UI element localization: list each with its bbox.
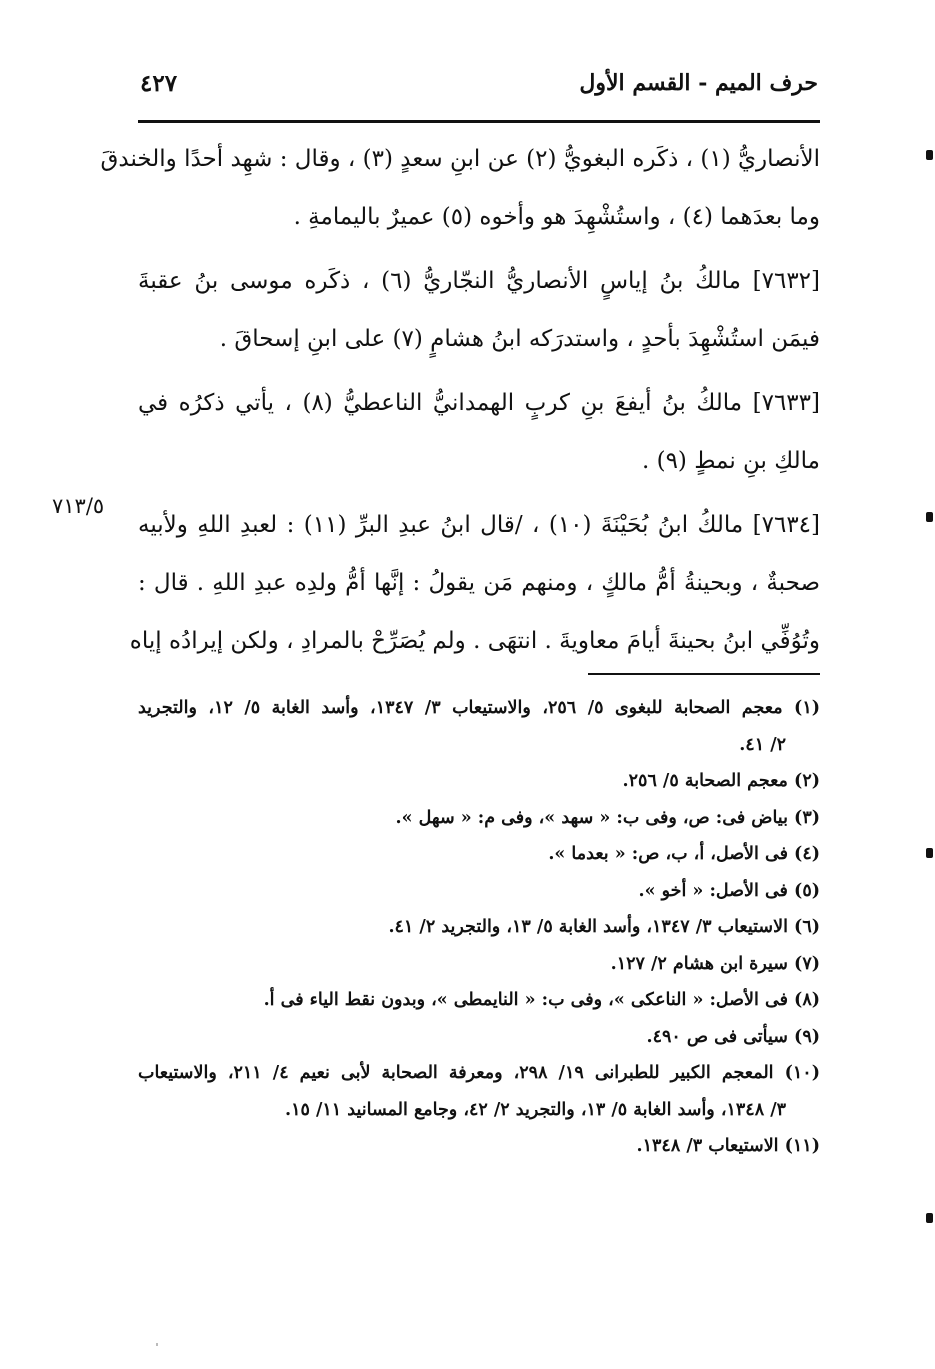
- entry-7632-line: [٧٦٣٢] مالكُ بنُ إياسٍ الأنصاريُّ النجّاريُّ (٦) ، ذكَره موسى بنُ عقبةَ: [138, 268, 821, 294]
- text-line: مالكِ بنِ نمطٍ (٩) .: [641, 448, 820, 474]
- margin-reference: ٧١٣/٥: [52, 494, 105, 518]
- footnote-line: (١٠) المعجم الكبير للطبرانى ١٩/ ٢٩٨، ومعرفة الصحابة لأبى نعيم ٤/ ٢١١، والاستيعاب: [138, 1063, 820, 1083]
- text-line: صحبةٌ ، وبحينةُ أمُّ مالكٍ ، ومنهم مَن يقولُ : إنَّها أمُّ ولدِه عبدِ اللهِ . قال :: [138, 570, 820, 596]
- text-line: وما بعدَهما (٤) ، واستُشْهِدَ هو وأخوه (٥) عميرٌ باليمامةِ .: [293, 204, 820, 230]
- footnote-line: ٢/ ٤١.: [739, 734, 786, 755]
- footnote-line: (١١) الاستيعاب ٣/ ١٣٤٨.: [636, 1136, 820, 1156]
- footnote-line: ٣/ ١٣٤٨، وأسد الغابة ٥/ ١٣، والتجريد ٢/ ٤٢، وجامع المسانيد ١١/ ١٥.: [284, 1099, 786, 1120]
- text-line: الأنصاريُّ (١) ، ذكَره البغويُّ (٢) عن ابنِ سعدٍ (٣) ، وقال : شهِد أحدًا والخندقَ: [100, 146, 820, 172]
- footnotes: [138, 690, 820, 1165]
- footnote-line: (٦) الاستيعاب ٣/ ١٣٤٧، وأسد الغابة ٥/ ١٣، والتجريد ٢/ ٤١.: [388, 917, 820, 937]
- footnote-rule: [588, 673, 820, 675]
- header-title: حرف الميم - القسم الأول: [579, 70, 818, 96]
- footnote-line: (٩) سيأتى فى ص ٤٩٠.: [646, 1026, 820, 1047]
- footnote-line: (٥) فى الأصل: « أخو ».: [638, 880, 820, 901]
- header-rule: [138, 120, 820, 123]
- text-line: وتُوُفِّي ابنُ بحينةَ أيامَ معاويةَ . انتهَى . ولم يُصَرِّحْ بالمرادِ ، ولكن إيرادُه إياه: [129, 628, 820, 654]
- running-header: [138, 68, 818, 104]
- entry-7633-line: [٧٦٣٣] مالكُ بنُ أيفعَ بنِ كربٍ الهمدانيُّ الناعطيُّ (٨) ، يأتي ذكرُه في: [138, 390, 820, 416]
- edge-mark: [926, 150, 933, 160]
- footnote-line: (٢) معجم الصحابة ٥/ ٢٥٦.: [622, 771, 820, 791]
- footnote-line: (١) معجم الصحابة للبغوى ٥/ ٢٥٦، والاستيعاب ٣/ ١٣٤٧، وأسد الغابة ٥/ ١٢، والتجريد: [138, 698, 821, 718]
- entry-7634-line: [٧٦٣٤] مالكُ ابنُ بُحَيْنَةَ (١٠) ، /قال ابنُ عبدِ البرِّ (١١) : لعبدِ اللهِ ولأبيه: [138, 512, 821, 538]
- footnote-line: (٣) بياض فى: ص، وفى ب: « سهد »، وفى م: « سهل ».: [395, 807, 820, 828]
- footnote-line: (٨) فى الأصل: « الناعكى »، وفى ب: « النايمطى »، وبدون نقط الياء فى أ.: [263, 990, 820, 1010]
- edge-mark: [926, 848, 933, 858]
- footnote-line: (٤) فى الأصل، أ، ب، ص: « بعدما ».: [548, 844, 820, 864]
- text-line: فيمَن استُشْهِدَ بأحدٍ ، واستدرَكه ابنُ هشامٍ (٧) على ابنِ إسحاقَ .: [219, 326, 820, 352]
- edge-mark: [926, 1213, 933, 1223]
- footnote-line: (٧) سيرة ابن هشام ٢/ ١٢٧.: [610, 953, 820, 974]
- page-number: ٤٢٧: [140, 70, 178, 97]
- scan-speck: [156, 1343, 158, 1346]
- edge-mark: [926, 512, 933, 522]
- main-text: [100, 130, 821, 670]
